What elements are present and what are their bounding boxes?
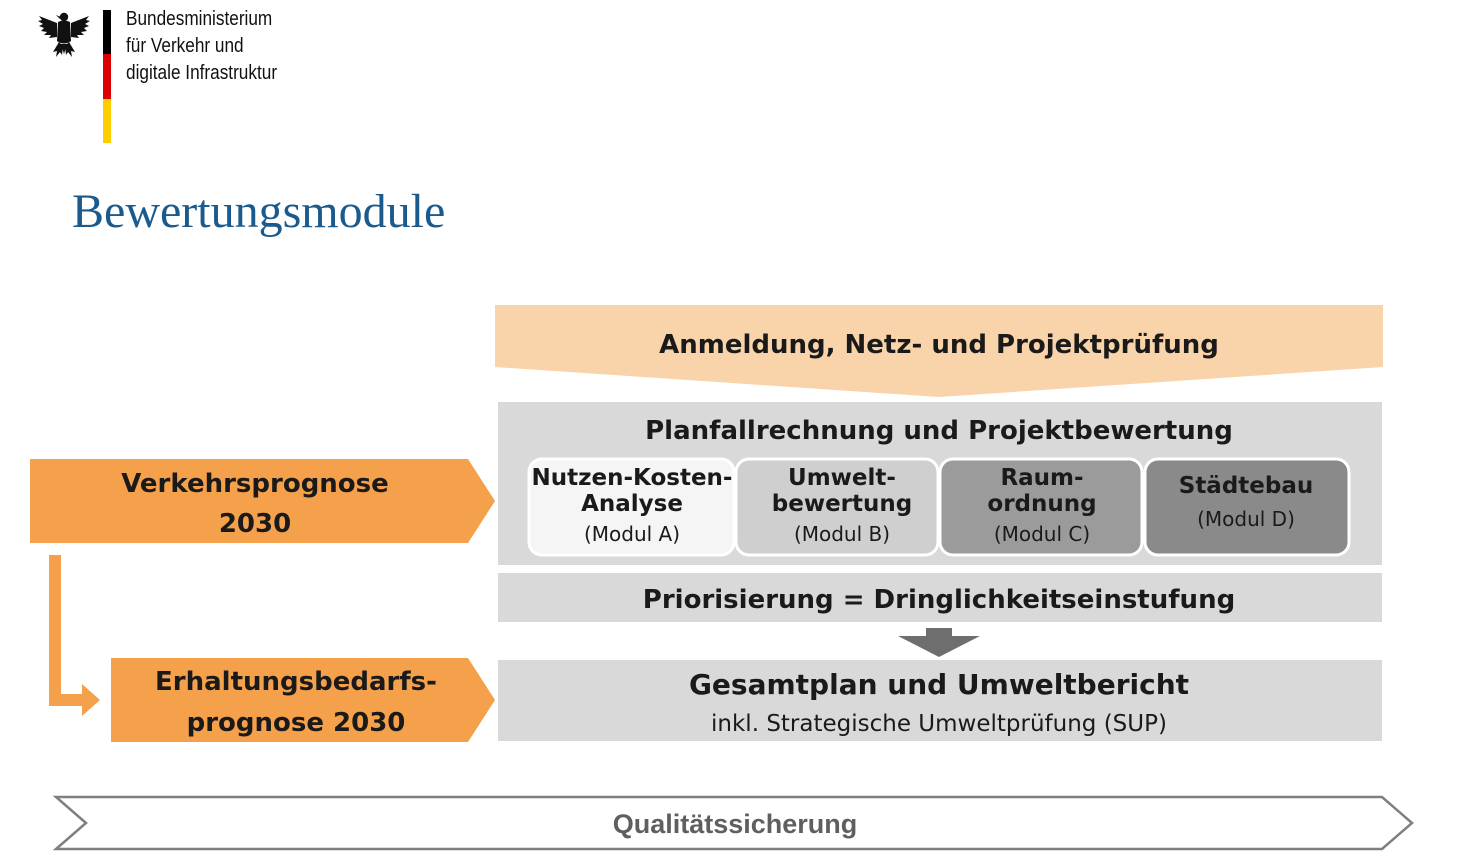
module-d-line1: Städtebau (1178, 473, 1314, 499)
module-c (940, 459, 1142, 555)
module-b (736, 459, 938, 555)
page-title: Bewertungsmodule (72, 185, 446, 238)
ministry-line-1: Bundesministerium (126, 8, 273, 30)
ministry-line-2: für Verkehr und (126, 35, 244, 57)
module-b-line1: Umwelt- (788, 465, 896, 491)
down-arrow-icon (898, 628, 980, 657)
module-c-line2: ordnung (987, 491, 1097, 517)
erhaltung-line1: Erhaltungsbedarfs- (155, 667, 437, 697)
module-c-line1: Raum- (1000, 465, 1084, 491)
module-d-sub: (Modul D) (1197, 507, 1295, 531)
module-a (529, 459, 734, 555)
erhaltung-line2: prognose 2030 (186, 708, 406, 738)
module-c-sub: (Modul C) (993, 522, 1091, 546)
verkehrsprognose-line2: 2030 (218, 509, 292, 539)
qualitaet-label: Qualitätssicherung (612, 809, 858, 839)
connector-arrow (55, 555, 100, 716)
module-b-line2: bewertung (771, 491, 913, 517)
module-a-line1: Nutzen-Kosten- (531, 465, 733, 491)
module-b-sub: (Modul B) (793, 522, 891, 546)
priorisierung-label: Priorisierung = Dringlichkeitseinstufung (642, 585, 1236, 615)
planfall-label: Planfallrechnung und Projektbewertung (645, 416, 1233, 446)
gesamtplan-title: Gesamtplan und Umweltbericht (688, 668, 1190, 701)
gesamtplan-subtitle: inkl. Strategische Umweltprüfung (SUP) (711, 711, 1167, 737)
module-a-sub: (Modul A) (583, 522, 681, 546)
module-a-line2: Analyse (581, 491, 683, 517)
verkehrsprognose-line1: Verkehrsprognose (121, 469, 389, 499)
module-d (1145, 459, 1349, 555)
anmeldung-label: Anmeldung, Netz- und Projektprüfung (659, 330, 1219, 360)
ministry-line-3: digitale Infrastruktur (126, 62, 278, 84)
